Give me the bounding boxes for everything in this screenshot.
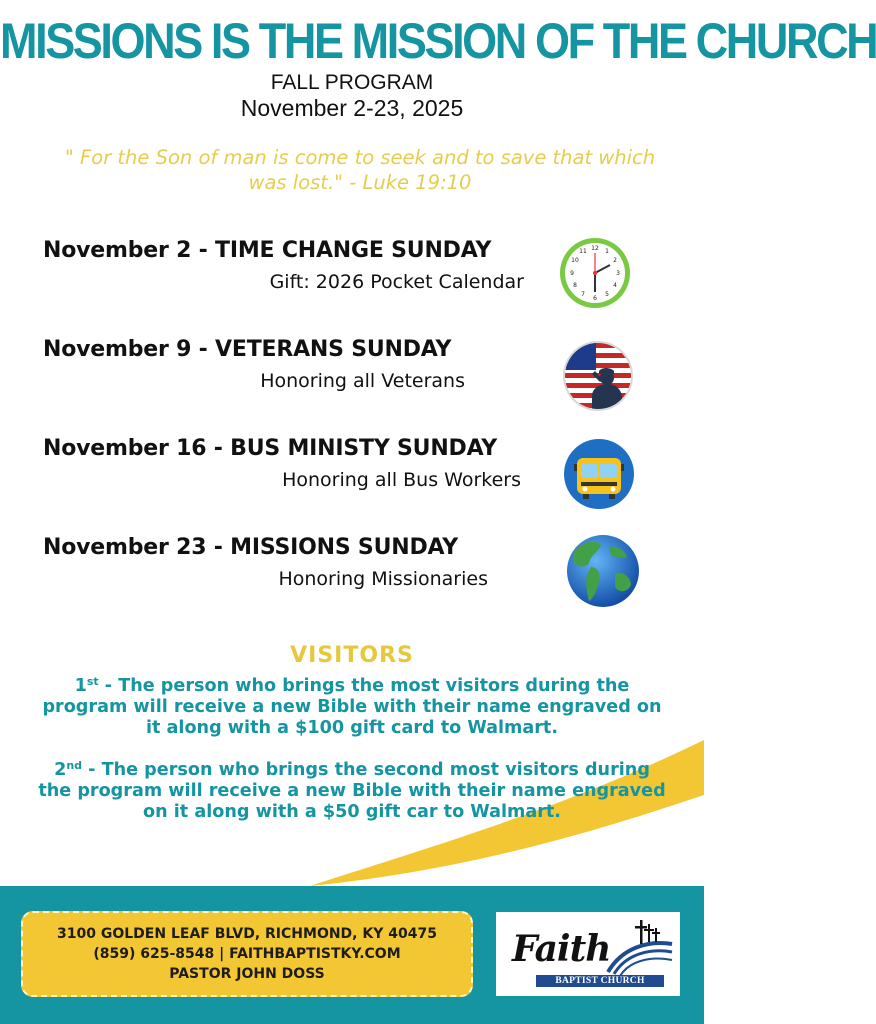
prize-line-2: program will receive a new Bible with their name engraved on: [42, 697, 662, 717]
event-heading: November 23 - MISSIONS SUNDAY: [43, 535, 458, 560]
contact-box: [21, 911, 473, 997]
event-detail: Honoring all Veterans: [260, 370, 465, 392]
clock-icon: [558, 236, 632, 310]
svg-text:3: 3: [616, 270, 620, 277]
prize-rank-suffix: nd: [66, 759, 83, 772]
globe-icon: [565, 533, 641, 609]
event-missions-sunday: [43, 535, 543, 590]
event-detail: Gift: 2026 Pocket Calendar: [269, 271, 524, 293]
quote-line-1: " For the Son of man is come to seek and to save that which: [64, 146, 656, 169]
event-detail: Honoring Missionaries: [278, 568, 488, 590]
second-prize-text: [6, 760, 698, 823]
pastor-name: PASTOR JOHN DOSS: [169, 966, 325, 982]
prize-rank: 1: [74, 676, 87, 696]
prize-line: [6, 760, 698, 781]
church-contact: (859) 625-8548 | FAITHBAPTISTKY.COM: [93, 946, 401, 962]
prize-rank: 2: [54, 760, 67, 780]
event-veterans-sunday: [43, 337, 543, 392]
event-heading: November 2 - TIME CHANGE SUNDAY: [43, 238, 492, 263]
event-bus-ministry-sunday: [43, 436, 543, 491]
svg-text:5: 5: [605, 291, 609, 298]
svg-text:8: 8: [573, 282, 577, 289]
svg-text:1: 1: [605, 248, 609, 255]
visitors-heading: VISITORS: [290, 643, 414, 668]
flag-soldier-icon: [562, 340, 634, 412]
prize-line-1: - The person who brings the most visitors during the: [98, 676, 630, 696]
svg-text:4: 4: [613, 282, 617, 289]
logo-subtitle: BAPTIST CHURCH: [536, 975, 664, 987]
first-prize-text: [6, 676, 698, 739]
prize-line-3: it along with a $100 gift card to Walmart.: [145, 718, 559, 738]
logo-cross-icon: [604, 918, 674, 976]
scripture-quote: [60, 145, 660, 195]
logo-wordmark: Faith: [512, 928, 611, 970]
svg-text:9: 9: [570, 270, 574, 277]
svg-text:11: 11: [579, 248, 587, 255]
program-dates: November 2-23, 2025: [240, 95, 464, 121]
church-logo: [496, 912, 680, 996]
school-bus-icon: [563, 438, 635, 510]
event-time-change-sunday: [43, 238, 543, 293]
svg-text:7: 7: [581, 291, 585, 298]
program-label: FALL PROGRAM: [270, 71, 434, 94]
prize-line-1: - The person who brings the second most visitors during: [82, 760, 650, 780]
page-title: MISSIONS IS THE MISSION OF THE CHURCH: [0, 12, 876, 70]
church-address: 3100 GOLDEN LEAF BLVD, RICHMOND, KY 40475: [57, 926, 437, 942]
prize-line-2: the program will receive a new Bible with their name engraved: [38, 781, 666, 801]
quote-line-2: was lost." - Luke 19:10: [248, 171, 472, 194]
prize-line-3: on it along with a $50 gift car to Walmart.: [143, 802, 561, 822]
svg-text:10: 10: [571, 257, 579, 264]
prize-rank-suffix: st: [86, 675, 99, 688]
event-detail: Honoring all Bus Workers: [282, 469, 521, 491]
svg-text:6: 6: [593, 295, 597, 302]
prize-line: [6, 676, 698, 697]
svg-text:2: 2: [613, 257, 617, 264]
event-heading: November 16 - BUS MINISTY SUNDAY: [43, 436, 498, 461]
svg-text:12: 12: [591, 245, 599, 252]
event-heading: November 9 - VETERANS SUNDAY: [43, 337, 452, 362]
